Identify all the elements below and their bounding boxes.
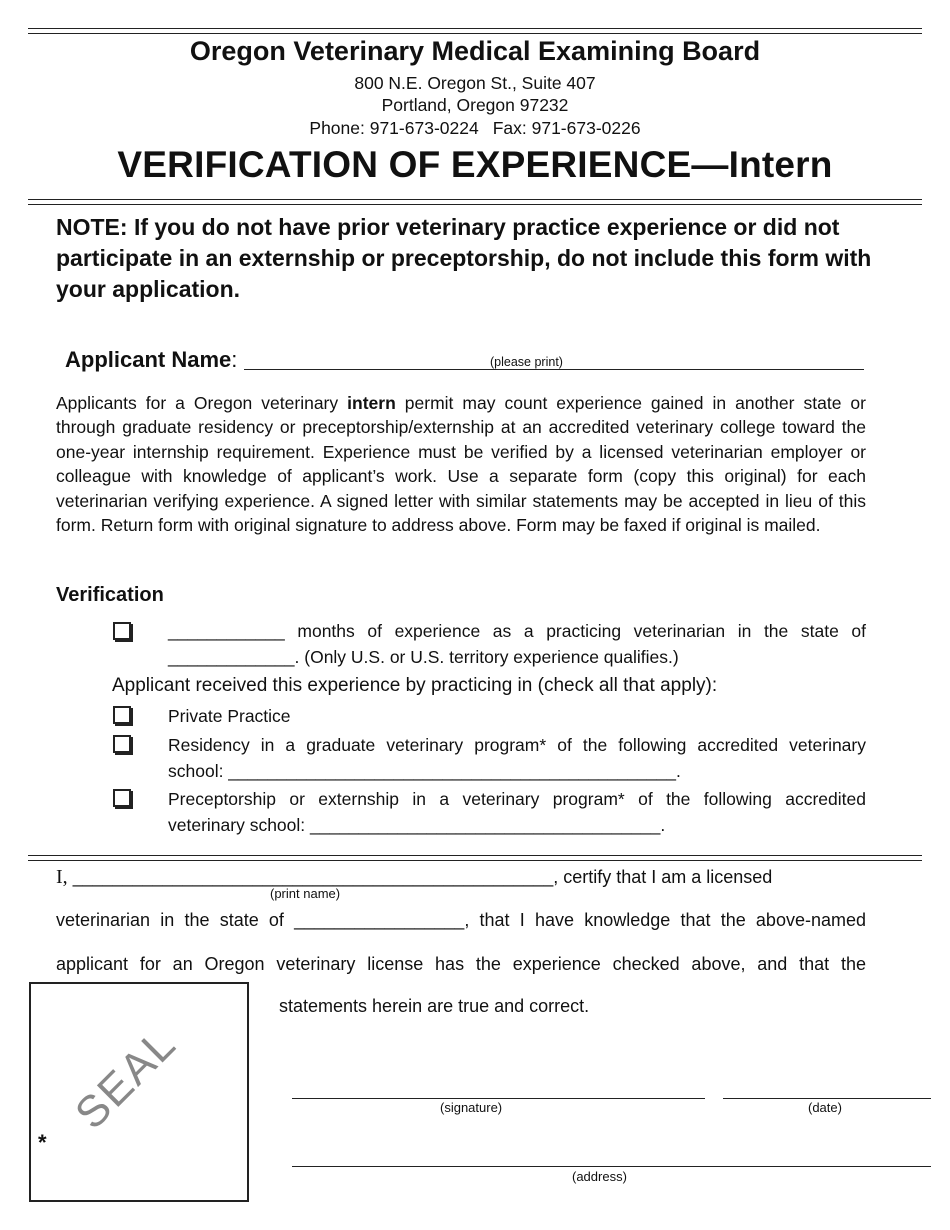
address-label: (address): [572, 1169, 627, 1184]
instructions-paragraph: [56, 391, 866, 537]
title-bottom-rule-2: [28, 204, 922, 205]
months-line-1: ____________ months of experience as a practicing veterinarian in the state of: [168, 621, 866, 641]
applicant-name-hint: (please print): [490, 355, 563, 369]
board-name: Oregon Veterinary Medical Examining Board: [189, 36, 761, 66]
residency-line-1: Residency in a graduate veterinary program* of the following accredited veterinary: [168, 735, 866, 755]
print-name-hint: (print name): [270, 886, 341, 901]
certification-top-rule-2: [28, 860, 922, 861]
header-top-rule-2: [28, 33, 922, 34]
private-practice-item: [168, 703, 866, 729]
residency-item: [168, 732, 866, 784]
certification-line-1: [56, 866, 866, 889]
preceptorship-line-2: veterinary school: ____________________________________.: [168, 815, 666, 835]
form-title: VERIFICATION OF EXPERIENCE—Intern: [117, 144, 833, 185]
residency-checkbox[interactable]: [113, 735, 131, 753]
applicant-name-label: [65, 347, 237, 373]
certification-line-2: veterinarian in the state of _________________, that I have knowledge that the above-named: [56, 910, 866, 930]
instructions-part-2: permit may count experience gained in another state or through graduate residency or preceptorship/externship at an accredited veterinary college toward the one-year internship requirement. Experience must be verified by a licensed veterinarian employer or colleague with knowledge of applicant’s work. Use a separate form (copy this original) for each veterinarian verifying experience. A signed letter with similar statements may be accepted in lieu of this form. Return form with original signature to address above. Form may be faxed if original is mailed.: [56, 393, 866, 536]
applicant-name-label-text: Applicant Name: [65, 347, 232, 372]
private-practice-checkbox[interactable]: [113, 706, 131, 724]
applicant-name-field[interactable]: [244, 369, 864, 370]
practice-intro: Applicant received this experience by practicing in (check all that apply):: [112, 675, 718, 696]
months-experience-item: [168, 618, 866, 670]
seal-footnote-mark: *: [38, 1130, 47, 1155]
certification-line-4: statements herein are true and correct.: [279, 996, 590, 1016]
applicant-name-colon: :: [231, 347, 238, 372]
header-top-rule: [28, 28, 922, 29]
certification-i: I,: [56, 866, 68, 888]
title-bottom-rule: [28, 199, 922, 200]
note-text: NOTE: If you do not have prior veterinary practice experience or did not participate in an externship or preceptorship, do not include this form with your application.: [56, 214, 872, 302]
address-field[interactable]: [292, 1166, 931, 1167]
preceptorship-checkbox[interactable]: [113, 789, 131, 807]
certification-name-blank[interactable]: ________________________________________________: [72, 867, 554, 887]
private-practice-label: Private Practice: [168, 706, 291, 726]
months-checkbox[interactable]: [113, 622, 131, 640]
instructions-part-1: Applicants for a Oregon veterinary: [56, 393, 348, 413]
signature-label: (signature): [440, 1100, 503, 1115]
phone-fax-line: [0, 117, 950, 139]
date-label: (date): [808, 1100, 842, 1115]
address-line-1: 800 N.E. Oregon St., Suite 407: [354, 73, 596, 93]
preceptorship-line-1: Preceptorship or externship in a veterinary program* of the following accredited: [168, 789, 866, 809]
months-line-2: _____________. (Only U.S. or U.S. territory experience qualifies.): [168, 647, 679, 667]
verification-heading: Verification: [56, 584, 164, 606]
signature-field[interactable]: [292, 1098, 705, 1099]
seal-watermark: SEAL: [65, 1018, 186, 1139]
certification-line-1-tail: , certify that I am a licensed: [553, 867, 773, 887]
certification-line-3: applicant for an Oregon veterinary license has the experience checked above, and that the: [56, 954, 866, 974]
residency-line-2: school: ______________________________________________.: [168, 761, 681, 781]
preceptorship-item: [168, 786, 866, 838]
phone-number: Phone: 971-673-0224: [309, 118, 479, 138]
address-line-2: Portland, Oregon 97232: [381, 95, 569, 115]
instructions-bold-intern: intern: [347, 393, 396, 413]
date-field[interactable]: [723, 1098, 931, 1099]
certification-top-rule: [28, 855, 922, 856]
fax-number: Fax: 971-673-0226: [492, 118, 641, 138]
